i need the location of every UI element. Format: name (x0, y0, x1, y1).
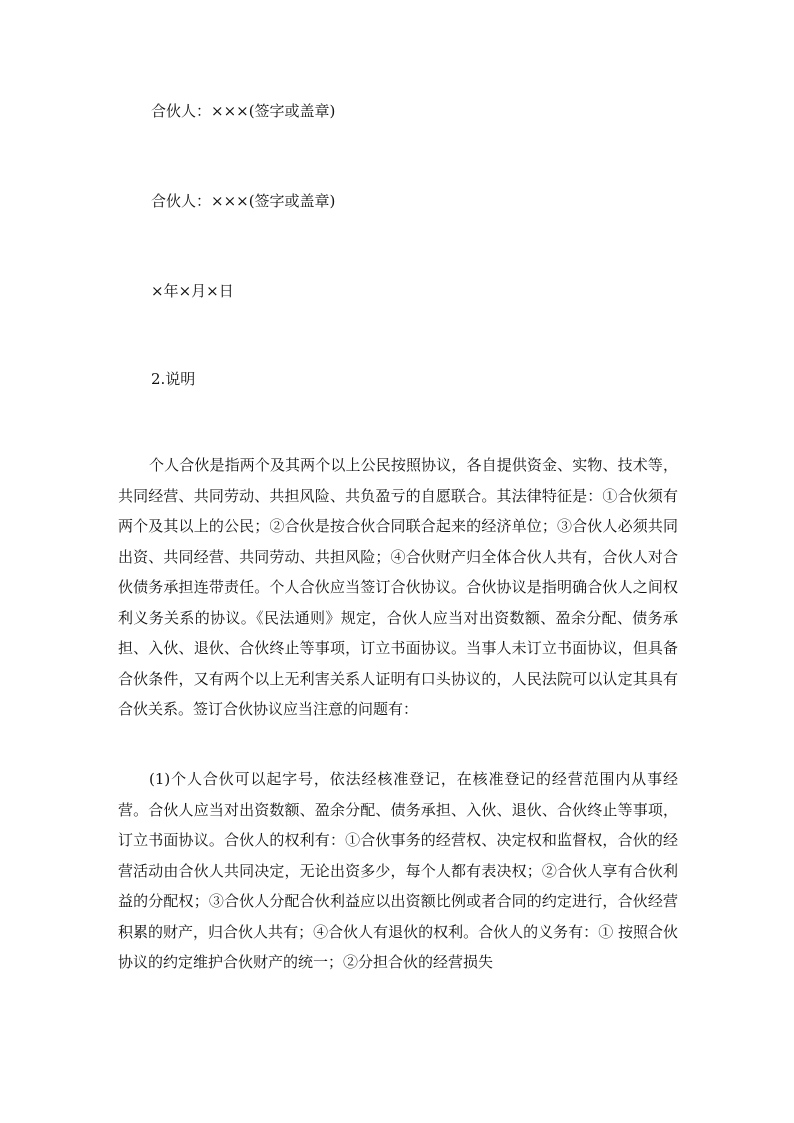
body-paragraph: (1)个人合伙可以起字号，依法经核准登记，在核准登记的经营范围内从事经营。合伙人应当对出资数额、盈余分配、债务承担、入伙、退伙、合伙终止等事项，订立书面协议。合伙人的权利有：①合伙事务的经营权、决定权和监督权，合伙的经营活动由合伙人共同决定，无论出资多少，每个人都有表决权；②合伙人享有合伙利益的分配权；③合伙人分配合伙利益应以出资额比例或者合同的约定进行，合伙经营积累的财产，归合伙人共有；④合伙人有退伙的权利。合伙人的义务有：① 按照合伙协议的约定维护合伙财产的统一；②分担合伙的经营损失 (118, 770, 678, 971)
partner-signature-line: 合伙人：×××(签字或盖章) (151, 102, 336, 120)
body-paragraph: 个人合伙是指两个及其两个以上公民按照协议，各自提供资金、实物、技术等，共同经营、共同劳动、共担风险、共负盈亏的自愿联合。其法律特征是：①合伙须有两个及其以上的公民；②合伙是按合伙合同联合起来的经济单位；③合伙人必须共同出资、共同经营、共同劳动、共担风险；④合伙财产归全体合伙人共有，合伙人对合伙债务承担连带责任。个人合伙应当签订合伙协议。合伙协议是指明确合伙人之间权利义务关系的协议。《民法通则》规定，合伙人应当对出资数额、盈余分配、债务承担、入伙、退伙、合伙终止等事项，订立书面协议。当事人未订立书面协议，但具备合伙条件，又有两个以上无利害关系人证明有口头协议的，人民法院可以认定其具有合伙关系。签订合伙协议应当注意的问题有： (118, 456, 678, 718)
signing-date: ×年×月×日 (151, 282, 234, 300)
section-heading: 2.说明 (151, 370, 196, 388)
partner-signature-line: 合伙人：×××(签字或盖章) (151, 192, 336, 210)
